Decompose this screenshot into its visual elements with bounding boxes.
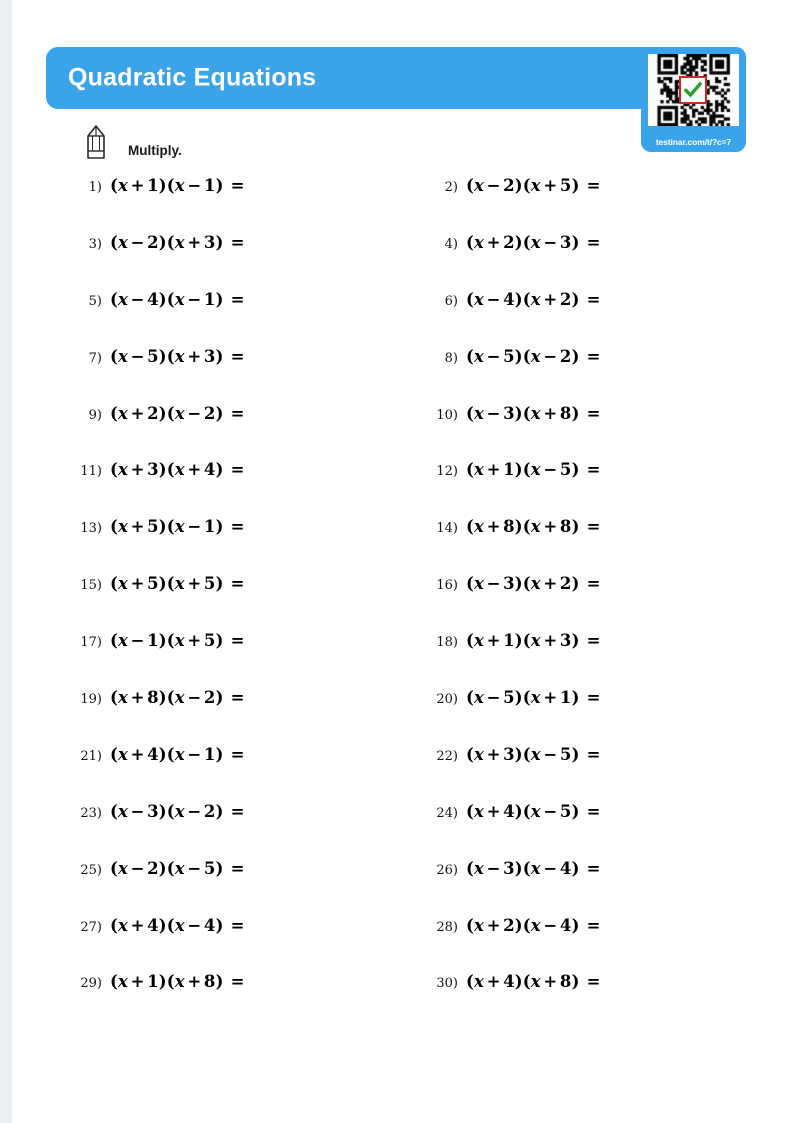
equals-sign: =: [230, 915, 245, 935]
problem-row: [64, 460, 754, 517]
problem-number: 26): [436, 862, 458, 878]
problem-expression: (x − 5)(x + 1): [466, 688, 580, 708]
qr-badge[interactable]: [641, 47, 746, 152]
problem-expression: (x + 1)(x + 3): [466, 631, 580, 651]
problem-row: [64, 631, 754, 688]
problem-expression: (x + 5)(x + 5): [110, 574, 224, 594]
qr-code-icon: [648, 54, 739, 126]
equals-sign: =: [586, 801, 601, 821]
green-check-icon: [679, 76, 707, 104]
problem-number: 8): [444, 350, 458, 366]
equals-sign: =: [230, 289, 245, 309]
equals-sign: =: [230, 403, 245, 423]
equals-sign: =: [586, 346, 601, 366]
problem-item: [76, 916, 244, 935]
equals-sign: =: [586, 574, 601, 594]
problem-item: [76, 972, 244, 991]
equals-sign: =: [230, 744, 245, 764]
problem-expression: (x + 2)(x − 4): [466, 915, 580, 935]
problem-item: [432, 176, 600, 195]
problem-expression: (x − 4)(x − 1): [110, 289, 224, 309]
problem-number: 22): [436, 748, 458, 764]
problem-expression: (x − 1)(x + 5): [110, 631, 224, 651]
equals-sign: =: [230, 460, 245, 480]
page-edge-accent: [0, 0, 12, 1123]
problem-item: [432, 517, 600, 536]
problem-number: 11): [80, 464, 102, 480]
problem-item: [76, 290, 244, 309]
problem-number: 4): [444, 236, 458, 252]
problem-list: [64, 176, 754, 1029]
problem-item: [76, 688, 244, 707]
equals-sign: =: [230, 801, 245, 821]
problem-item: [76, 176, 244, 195]
problem-row: [64, 972, 754, 1029]
equals-sign: =: [230, 972, 245, 992]
problem-expression: (x + 2)(x − 3): [466, 232, 580, 252]
problem-expression: (x − 5)(x − 2): [466, 346, 580, 366]
instruction-row: [84, 125, 484, 165]
problem-number: 12): [436, 464, 458, 480]
problem-item: [432, 631, 600, 650]
problem-number: 25): [80, 862, 102, 878]
problem-item: [76, 460, 244, 479]
problem-number: 3): [88, 236, 102, 252]
problem-number: 17): [80, 635, 102, 651]
problem-expression: (x + 2)(x − 2): [110, 403, 224, 423]
equals-sign: =: [230, 517, 245, 537]
problem-row: [64, 574, 754, 631]
equals-sign: =: [586, 631, 601, 651]
pencil-icon: [84, 125, 108, 163]
problem-expression: (x − 3)(x − 2): [110, 801, 224, 821]
problem-row: [64, 347, 754, 404]
problem-row: [64, 176, 754, 233]
problem-expression: (x + 4)(x − 5): [466, 801, 580, 821]
equals-sign: =: [586, 517, 601, 537]
problem-item: [432, 290, 600, 309]
problem-item: [76, 347, 244, 366]
problem-item: [432, 688, 600, 707]
problem-row: [64, 517, 754, 574]
problem-expression: (x − 2)(x + 5): [466, 176, 580, 195]
problem-number: 6): [444, 293, 458, 309]
problem-expression: (x − 4)(x + 2): [466, 289, 580, 309]
problem-row: [64, 404, 754, 461]
equals-sign: =: [586, 688, 601, 708]
problem-item: [432, 574, 600, 593]
problem-expression: (x + 4)(x + 8): [466, 972, 580, 992]
problem-row: [64, 290, 754, 347]
problem-number: 9): [88, 407, 102, 423]
problem-expression: (x − 3)(x + 8): [466, 403, 580, 423]
qr-url-label: testinar.com/t/?c=7: [655, 137, 732, 147]
problem-number: 16): [436, 578, 458, 594]
problem-number: 28): [436, 919, 458, 935]
problem-expression: (x + 4)(x − 4): [110, 915, 224, 935]
problem-row: [64, 233, 754, 290]
problem-number: 1): [88, 180, 102, 195]
problem-number: 20): [436, 692, 458, 708]
problem-item: [432, 802, 600, 821]
equals-sign: =: [230, 688, 245, 708]
problem-number: 15): [80, 578, 102, 594]
equals-sign: =: [230, 631, 245, 651]
problem-item: [76, 517, 244, 536]
problem-number: 14): [436, 521, 458, 537]
problem-item: [432, 745, 600, 764]
problem-number: 5): [88, 293, 102, 309]
problem-item: [432, 972, 600, 991]
problem-expression: (x − 2)(x − 5): [110, 858, 224, 878]
equals-sign: =: [586, 972, 601, 992]
problem-item: [76, 404, 244, 423]
problem-expression: (x − 5)(x + 3): [110, 346, 224, 366]
equals-sign: =: [586, 403, 601, 423]
worksheet-sheet: [12, 0, 793, 1123]
problem-item: [432, 916, 600, 935]
problem-expression: (x + 4)(x − 1): [110, 744, 224, 764]
problem-expression: (x + 3)(x − 5): [466, 744, 580, 764]
equals-sign: =: [586, 915, 601, 935]
problem-row: [64, 916, 754, 973]
equals-sign: =: [586, 744, 601, 764]
problem-expression: (x + 1)(x − 5): [466, 460, 580, 480]
equals-sign: =: [586, 289, 601, 309]
equals-sign: =: [230, 346, 245, 366]
instruction-text: Multiply.: [128, 143, 182, 158]
problem-item: [76, 233, 244, 252]
problem-number: 29): [80, 976, 102, 992]
page-title: Quadratic Equations: [68, 63, 317, 92]
problem-expression: (x + 5)(x − 1): [110, 517, 224, 537]
problem-number: 13): [80, 521, 102, 537]
problem-number: 27): [80, 919, 102, 935]
problem-expression: (x + 3)(x + 4): [110, 460, 224, 480]
problem-item: [432, 404, 600, 423]
equals-sign: =: [230, 176, 245, 195]
problem-expression: (x + 8)(x + 8): [466, 517, 580, 537]
equals-sign: =: [586, 232, 601, 252]
problem-item: [76, 802, 244, 821]
equals-sign: =: [586, 176, 601, 195]
problem-expression: (x + 1)(x + 8): [110, 972, 224, 992]
problem-expression: (x − 3)(x − 4): [466, 858, 580, 878]
problem-row: [64, 802, 754, 859]
problem-expression: (x + 8)(x − 2): [110, 688, 224, 708]
problem-item: [432, 233, 600, 252]
problem-number: 2): [444, 180, 458, 195]
problem-expression: (x − 3)(x + 2): [466, 574, 580, 594]
problem-number: 24): [436, 805, 458, 821]
problem-item: [76, 859, 244, 878]
equals-sign: =: [230, 232, 245, 252]
problem-number: 21): [80, 748, 102, 764]
problem-expression: (x + 1)(x − 1): [110, 176, 224, 195]
problem-row: [64, 859, 754, 916]
problem-expression: (x − 2)(x + 3): [110, 232, 224, 252]
equals-sign: =: [586, 460, 601, 480]
problem-item: [432, 460, 600, 479]
problem-row: [64, 688, 754, 745]
equals-sign: =: [230, 858, 245, 878]
problem-number: 30): [436, 976, 458, 992]
problem-number: 10): [436, 407, 458, 423]
problem-number: 23): [80, 805, 102, 821]
problem-item: [76, 574, 244, 593]
equals-sign: =: [586, 858, 601, 878]
problem-item: [432, 859, 600, 878]
equals-sign: =: [230, 574, 245, 594]
problem-item: [432, 347, 600, 366]
problem-number: 18): [436, 635, 458, 651]
problem-number: 7): [88, 350, 102, 366]
problem-number: 19): [80, 692, 102, 708]
problem-row: [64, 745, 754, 802]
problem-item: [76, 631, 244, 650]
problem-item: [76, 745, 244, 764]
